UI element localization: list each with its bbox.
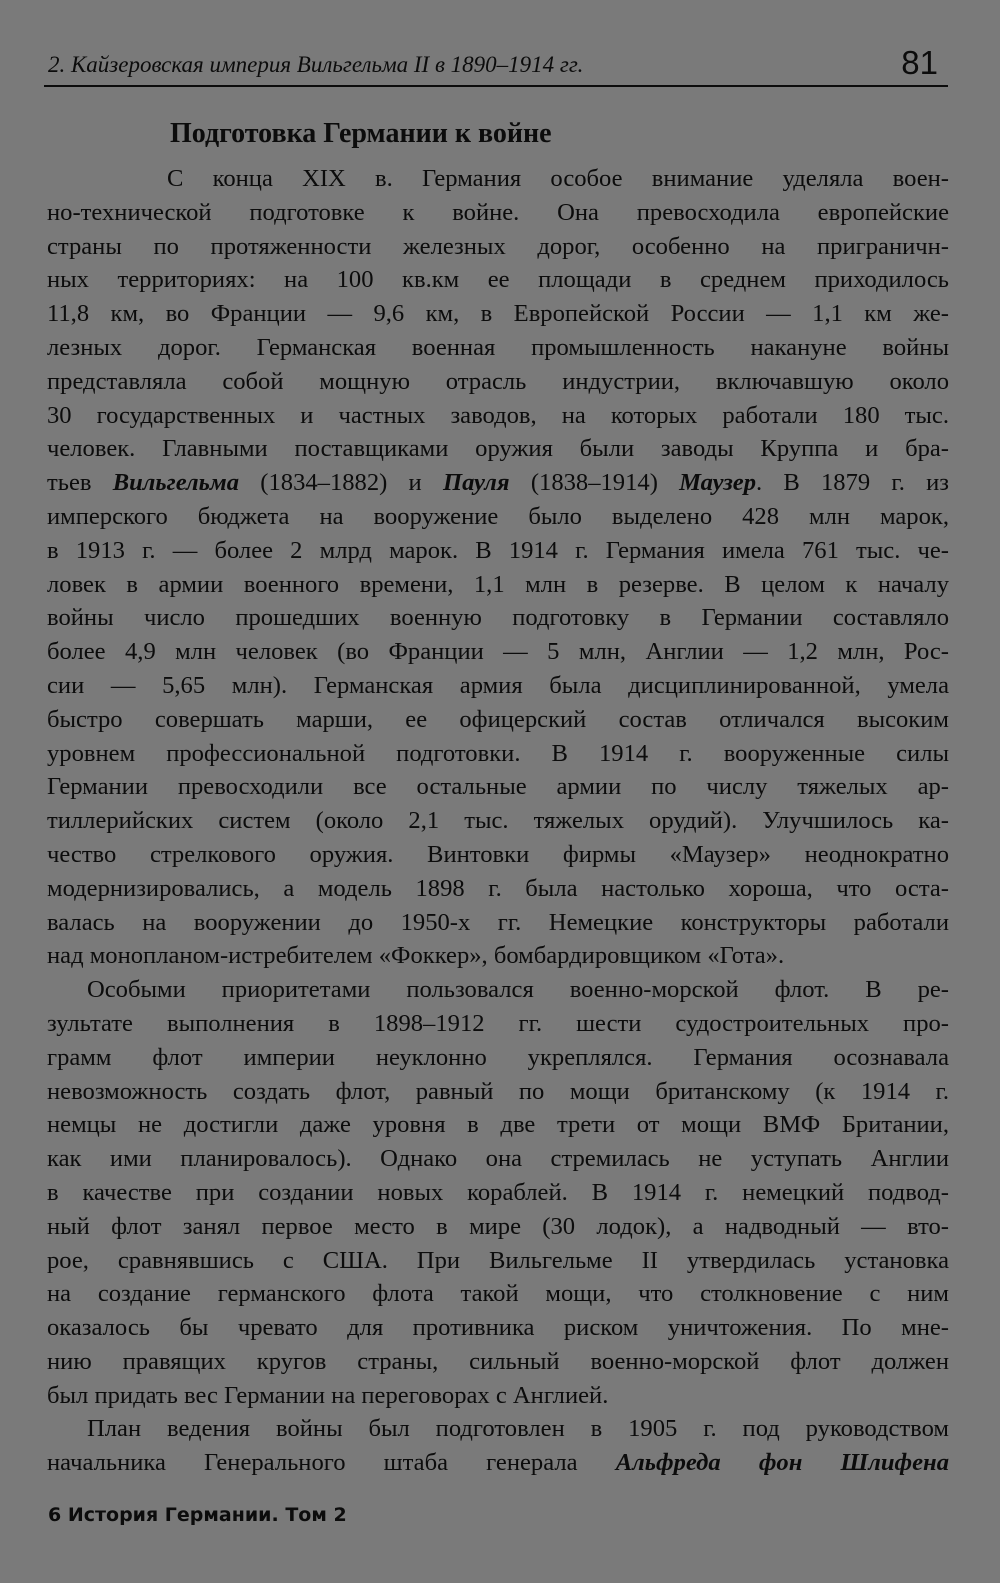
text-line: человек. Главными поставщиками оружия были заводы Круппа и бра- xyxy=(47,435,949,463)
text-line: над монопланом-истребителем «Фоккер», бомбардировщиком «Гота». xyxy=(47,942,785,970)
text-line: в качестве при создании новых кораблей. В 1914 г. немецкий подвод- xyxy=(47,1178,949,1206)
text-fragment: (1838–1914) xyxy=(509,469,680,497)
person-name: Вильгельма xyxy=(112,469,240,497)
text-line: был придать вес Германии на переговорах с Англией. xyxy=(47,1381,609,1409)
person-name: Маузер xyxy=(679,469,757,497)
header-rule xyxy=(44,85,948,87)
running-title: 2. Кайзеровская империя Вильгельма II в 1890–1914 гг. xyxy=(48,52,584,77)
text-line: грамм флот империи неуклонно укреплялся. Германия осознавала xyxy=(47,1043,949,1071)
text-line: 30 государственных и частных заводов, на которых работали 180 тыс. xyxy=(47,401,949,429)
text-line: уровнем профессиональной подготовки. В 1914 г. вооруженные силы xyxy=(47,739,949,767)
text-line: представляла собой мощную отрасль индустрии, включавшую около xyxy=(47,367,949,395)
text-line: имперского бюджета на вооружение было выделено 428 млн марок, xyxy=(47,502,949,530)
text-line: сии — 5,65 млн). Германская армия была дисциплинированной, умела xyxy=(47,671,949,699)
text-line: в 1913 г. — более 2 млрд марок. В 1914 г. Германия имела 761 тыс. че- xyxy=(47,536,949,564)
text-line: ный флот занял первое место в мире (30 лодок), а надводный — вто- xyxy=(47,1212,949,1240)
text-line: страны по протяженности железных дорог, особенно на приграничн- xyxy=(47,232,949,260)
text-line: С конца XIX в. Германия особое внимание уделяла воен- xyxy=(167,165,949,192)
text-line: План ведения войны был подготовлен в 1905 г. под руководством xyxy=(87,1415,949,1443)
section-title: Подготовка Германии к войне xyxy=(170,118,552,149)
text-line: более 4,9 млн человек (во Франции — 5 млн, Англии — 1,2 млн, Рос- xyxy=(47,638,949,666)
person-name: Пауля xyxy=(442,469,510,497)
page-number: 81 xyxy=(901,44,938,81)
text-line: на создание германского флота такой мощи, что столкновение с ним xyxy=(47,1280,949,1308)
text-line: оказалось бы чревато для противника риском уничтожения. По мне- xyxy=(47,1314,949,1342)
text-line: Германии превосходили все остальные армии по числу тяжелых ар- xyxy=(47,773,949,801)
text-line: рое, сравнявшись с США. При Вильгельме II утвердилась установка xyxy=(47,1246,949,1274)
text-line: лезных дорог. Германская военная промышленность накануне войны xyxy=(47,333,949,361)
text-line: валась на вооружении до 1950-х гг. Немецкие конструкторы работали xyxy=(47,908,949,936)
text-line: ных территориях: на 100 кв.км ее площади в среднем приходилось xyxy=(47,266,949,294)
text-line: чество стрелкового оружия. Винтовки фирмы «Маузер» неоднократно xyxy=(47,840,949,868)
signature-footer: 6 История Германии. Том 2 xyxy=(48,1504,347,1526)
text-line: зультате выполнения в 1898–1912 гг. шести судостроительных про- xyxy=(47,1009,949,1037)
person-name: Альфреда фон Шлифена xyxy=(615,1449,949,1477)
text-fragment: . В 1879 г. из xyxy=(756,469,949,497)
text-line: но-технической подготовке к войне. Она превосходила европейские xyxy=(47,198,949,226)
text-line: быстро совершать марши, ее офицерский состав отличался высоким xyxy=(47,705,949,733)
text-line: как ими планировалось). Однако она стремилась не уступать Англии xyxy=(47,1145,949,1173)
text-line: тиллерийских систем (около 2,1 тыс. тяжелых орудий). Улучшилось ка- xyxy=(47,807,949,835)
text-fragment: (1834–1882) и xyxy=(239,469,443,497)
text-line: ловек в армии военного времени, 1,1 млн в резерве. В целом к началу xyxy=(47,570,949,598)
text-line: войны число прошедших военную подготовку в Германии составляло xyxy=(47,604,949,632)
text-line: Особыми приоритетами пользовался военно-морской флот. В ре- xyxy=(87,976,949,1004)
text-fragment: начальника Генерального штаба генерала xyxy=(47,1449,616,1477)
body-text xyxy=(47,162,949,1480)
running-header xyxy=(48,44,946,88)
text-line: немцы не достигли даже уровня в две трети от мощи ВМФ Британии, xyxy=(47,1111,949,1139)
text-line: нию правящих кругов страны, сильный военно-морской флот должен xyxy=(47,1347,949,1375)
text-line-with-names xyxy=(47,466,949,500)
text-line: модернизировались, а модель 1898 г. была настолько хороша, что оста- xyxy=(47,874,949,902)
text-line: невозможность создать флот, равный по мощи британскому (к 1914 г. xyxy=(47,1077,949,1105)
text-fragment: тьев xyxy=(47,469,113,497)
text-line-with-names xyxy=(47,1446,949,1480)
text-line: 11,8 км, во Франции — 9,6 км, в Европейской России — 1,1 км же- xyxy=(47,300,949,328)
